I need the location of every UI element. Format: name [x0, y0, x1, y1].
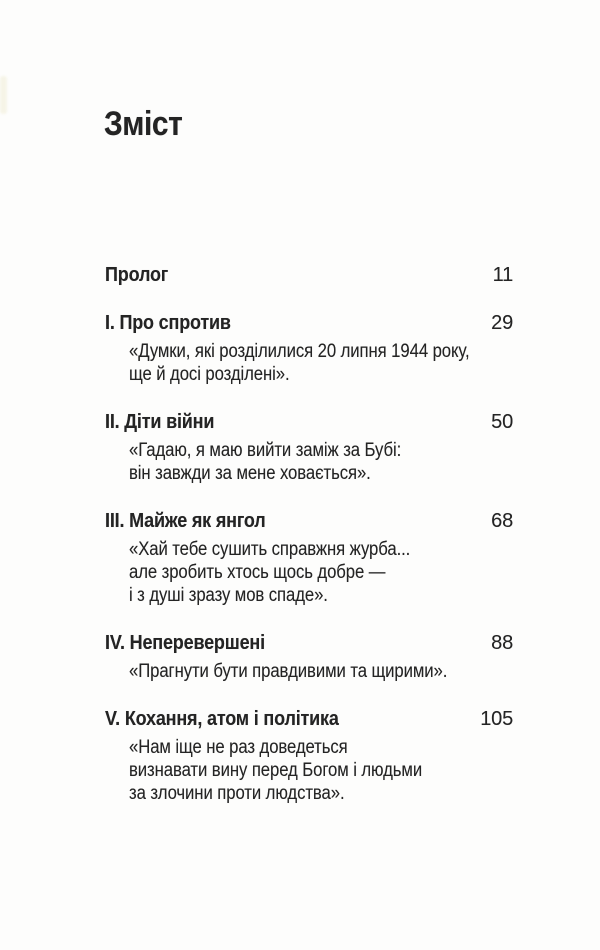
chapter-title: I. Про спротив	[105, 312, 231, 334]
quote-line: «Хай тебе сушить справжня журба...	[129, 539, 411, 560]
toc-entry-row	[105, 707, 513, 731]
chapter-page-number: 88	[491, 632, 513, 654]
chapter-title: Пролог	[105, 264, 169, 286]
quote-line: «Думки, які розділилися 20 липня 1944 року,	[129, 341, 470, 362]
chapter-page-number: 11	[492, 264, 513, 286]
toc-entry	[105, 311, 513, 386]
chapter-title: IV. Неперевершені	[105, 632, 265, 654]
quote-line: «Нам іще не раз доведеться	[129, 737, 348, 758]
chapter-page-number: 29	[491, 312, 513, 334]
quote-line: за злочини проти людства».	[129, 783, 345, 804]
chapter-title: III. Майже як янгол	[105, 510, 266, 532]
quote-line: і з душі зразу мов спаде».	[129, 585, 328, 606]
chapter-page-number: 68	[491, 510, 513, 532]
chapter-page-number: 105	[480, 708, 513, 730]
toc-entry-row	[105, 311, 513, 335]
toc-entry	[105, 410, 513, 485]
toc-entry	[105, 509, 513, 607]
toc-entry	[105, 263, 513, 287]
page-title: Зміст	[104, 105, 183, 143]
quote-line: ще й досі розділені».	[129, 364, 290, 385]
quote-line: він завжди за мене ховається».	[129, 463, 371, 484]
chapter-epigraph	[105, 340, 513, 386]
toc-entry-row	[105, 410, 513, 434]
chapter-page-number: 50	[491, 411, 513, 433]
scan-edge-artifact	[0, 76, 7, 114]
toc-entry-row	[105, 631, 513, 655]
chapter-epigraph	[105, 660, 513, 683]
chapter-epigraph	[105, 538, 513, 607]
toc-list	[105, 263, 513, 829]
chapter-title: V. Кохання, атом і політика	[105, 708, 339, 730]
chapter-epigraph	[105, 439, 513, 485]
toc-entry	[105, 631, 513, 683]
quote-line: визнавати вину перед Богом і людьми	[129, 760, 423, 781]
toc-entry-row	[105, 263, 513, 287]
quote-line: «Гадаю, я маю вийти заміж за Бубі:	[129, 440, 402, 461]
toc-entry-row	[105, 509, 513, 533]
toc-entry	[105, 707, 513, 805]
chapter-epigraph	[105, 736, 513, 805]
quote-line: але зробить хтось щось добре —	[129, 562, 386, 583]
chapter-title: II. Діти війни	[105, 411, 215, 433]
quote-line: «Прагнути бути правдивими та щирими».	[129, 661, 448, 682]
